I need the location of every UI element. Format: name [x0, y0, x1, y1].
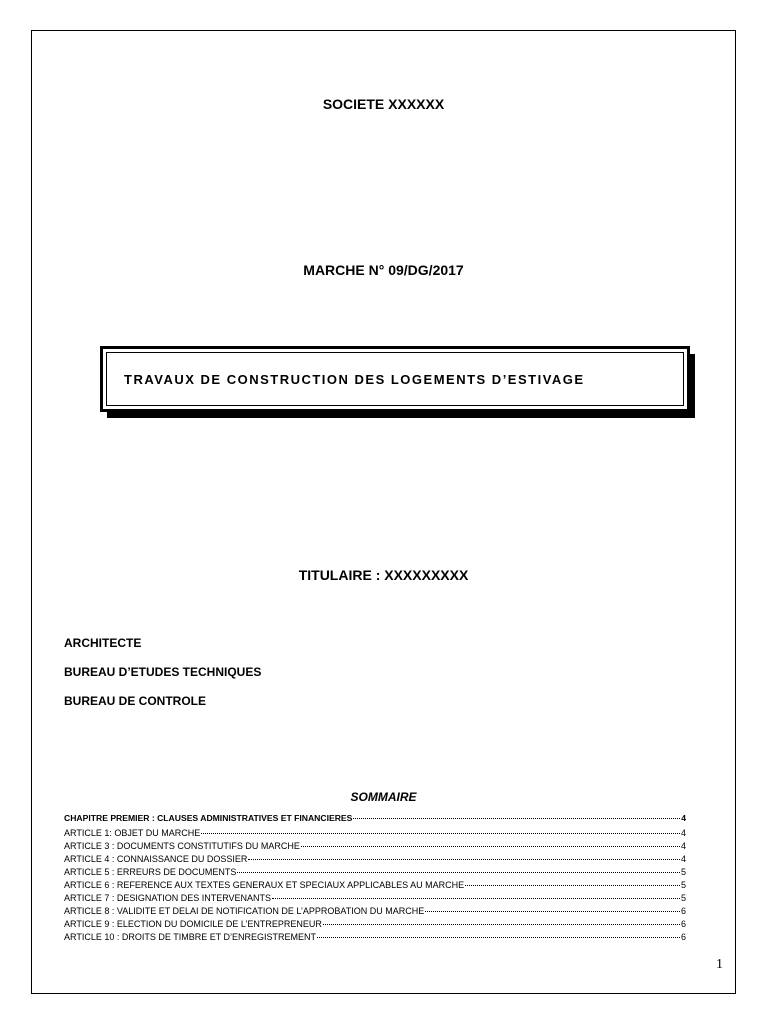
- toc-leader-dots: [353, 810, 680, 819]
- toc-entry-page: 4: [680, 854, 686, 864]
- contractor-line: TITULAIRE : XXXXXXXXX: [298, 567, 469, 583]
- toc-leader-dots: [272, 890, 680, 899]
- toc-entry-page: 6: [680, 919, 686, 929]
- toc-entry-label: ARTICLE 8 : VALIDITE ET DELAI DE NOTIFICATION DE L’APPROBATION DU MARCHE: [64, 906, 425, 916]
- page-number: 1: [716, 957, 723, 972]
- toc-entry-page: 4: [680, 828, 686, 838]
- party-technical-studies-office: BUREAU D’ETUDES TECHNIQUES: [64, 665, 262, 679]
- party-architect: ARCHITECTE: [64, 636, 142, 650]
- toc-entry-label: ARTICLE 5 : ERREURS DE DOCUMENTS: [64, 867, 237, 877]
- toc-leader-dots: [317, 929, 680, 938]
- toc-leader-dots: [201, 825, 680, 834]
- toc-entry-label: ARTICLE 9 : ELECTION DU DOMICILE DE L’ENTREPRENEUR: [64, 919, 322, 929]
- toc-entry-label: ARTICLE 6 : REFERENCE AUX TEXTES GENERAUX ET SPECIAUX APPLICABLES AU MARCHE: [64, 880, 465, 890]
- toc-leader-dots: [465, 877, 680, 886]
- toc-leader-dots: [237, 864, 680, 873]
- toc-entry-chapter-1[interactable]: [64, 810, 686, 826]
- toc-entry-page: 5: [680, 867, 686, 877]
- toc-entry-label: ARTICLE 4 : CONNAISSANCE DU DOSSIER: [64, 854, 248, 864]
- toc-entry-page: 5: [680, 893, 686, 903]
- toc-entry-label: ARTICLE 1: OBJET DU MARCHE: [64, 828, 201, 838]
- toc-entry-label: ARTICLE 7 : DESIGNATION DES INTERVENANTS: [64, 893, 272, 903]
- company-name: SOCIETE XXXXXX: [322, 96, 445, 112]
- toc-entry-label: CHAPITRE PREMIER : CLAUSES ADMINISTRATIVES ET FINANCIERES: [64, 813, 353, 823]
- toc-entry-page: 5: [680, 880, 686, 890]
- table-of-contents: [64, 810, 686, 944]
- toc-entry[interactable]: [64, 931, 686, 944]
- toc-entry-label: ARTICLE 3 : DOCUMENTS CONSTITUTIFS DU MARCHE: [64, 841, 300, 851]
- toc-entry-label: ARTICLE 10 : DROITS DE TIMBRE ET D’ENREGISTREMENT: [64, 932, 317, 942]
- contract-number: MARCHE N° 09/DG/2017: [303, 262, 464, 278]
- toc-leader-dots: [425, 903, 680, 912]
- party-control-office: BUREAU DE CONTROLE: [64, 694, 207, 708]
- toc-entry-page: 6: [680, 906, 686, 916]
- toc-leader-dots: [301, 838, 680, 847]
- toc-entry-page: 4: [681, 813, 686, 823]
- title-text: TRAVAUX DE CONSTRUCTION DES LOGEMENTS D’ESTIVAGE: [106, 352, 684, 406]
- toc-leader-dots: [323, 916, 680, 925]
- toc-leader-dots: [248, 851, 680, 860]
- toc-entry-page: 6: [680, 932, 686, 942]
- toc-entry-page: 4: [680, 841, 686, 851]
- title-box: [100, 346, 690, 412]
- toc-heading: SOMMAIRE: [350, 790, 417, 804]
